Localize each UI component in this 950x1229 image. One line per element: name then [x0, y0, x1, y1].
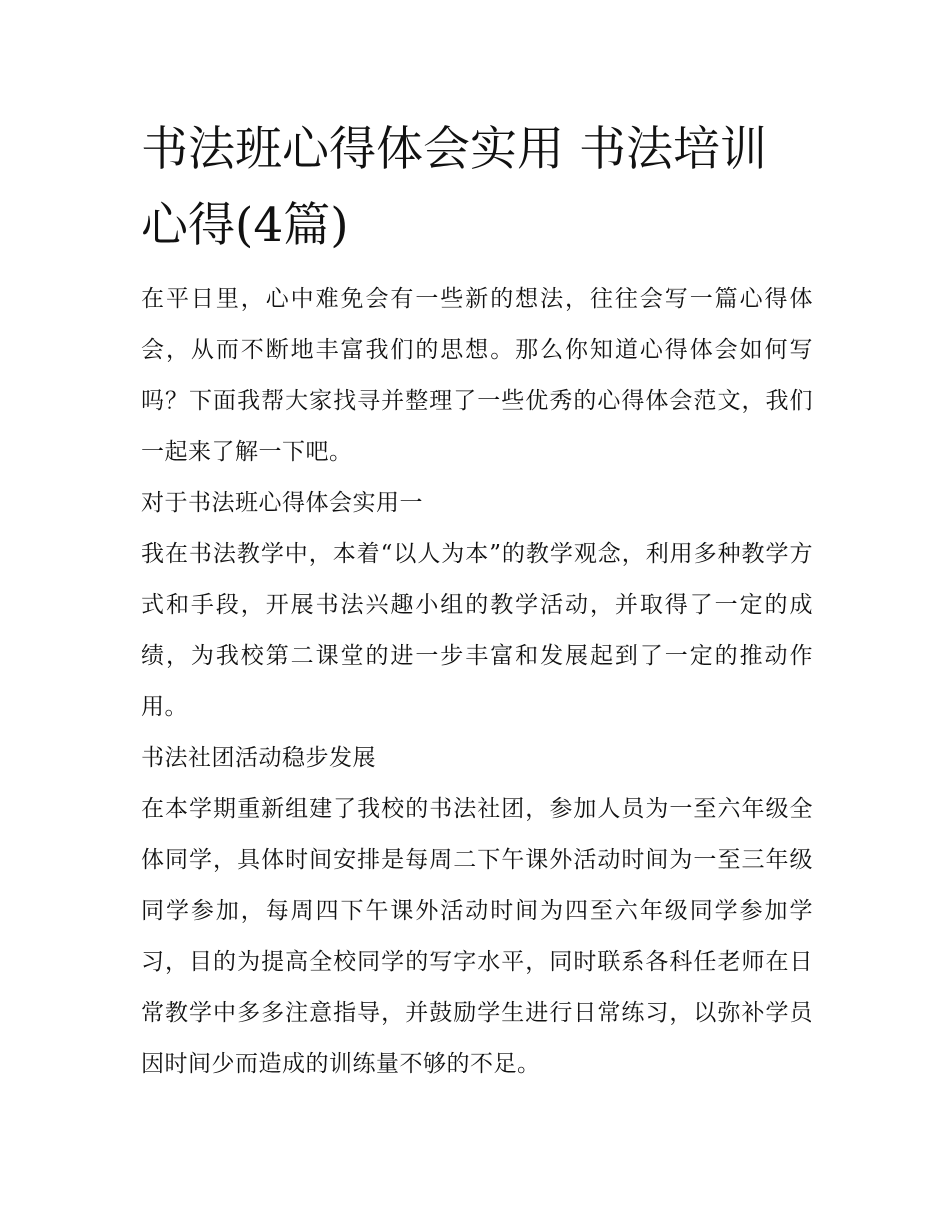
section-heading-club: 书法社团活动稳步发展 — [141, 745, 376, 771]
body-paragraph: 我在书法教学中，本着“以人为本”的教学观念，利用多种教学方式和手段，开展书法兴趣小组的教学活动，并取得了一定的成绩，为我校第二课堂的进一步丰富和发展起到了一定的推动作用。 — [141, 541, 813, 720]
document-title: 书法班心得体会实用 书法培训心得(4篇) — [141, 122, 767, 253]
document-body — [141, 112, 813, 1090]
section-heading-one: 对于书法班心得体会实用一 — [141, 490, 423, 516]
intro-paragraph: 在平日里，心中难免会有一些新的想法，往往会写一篇心得体会，从而不断地丰富我们的思想。那么你知道心得体会如何写吗？下面我帮大家找寻并整理了一些优秀的心得体会范文，我们一起来了解一下吧。 — [141, 286, 813, 465]
body-paragraph: 在本学期重新组建了我校的书法社团，参加人员为一至六年级全体同学，具体时间安排是每周二下午课外活动时间为一至三年级同学参加，每周四下午课外活动时间为四至六年级同学参加学习，目的为提高全校同学的写字水平，同时联系各科任老师在日常教学中多多注意指导，并鼓励学生进行日常练习，以弥补学员因时间少而造成的训练量不够的不足。 — [141, 796, 813, 1077]
